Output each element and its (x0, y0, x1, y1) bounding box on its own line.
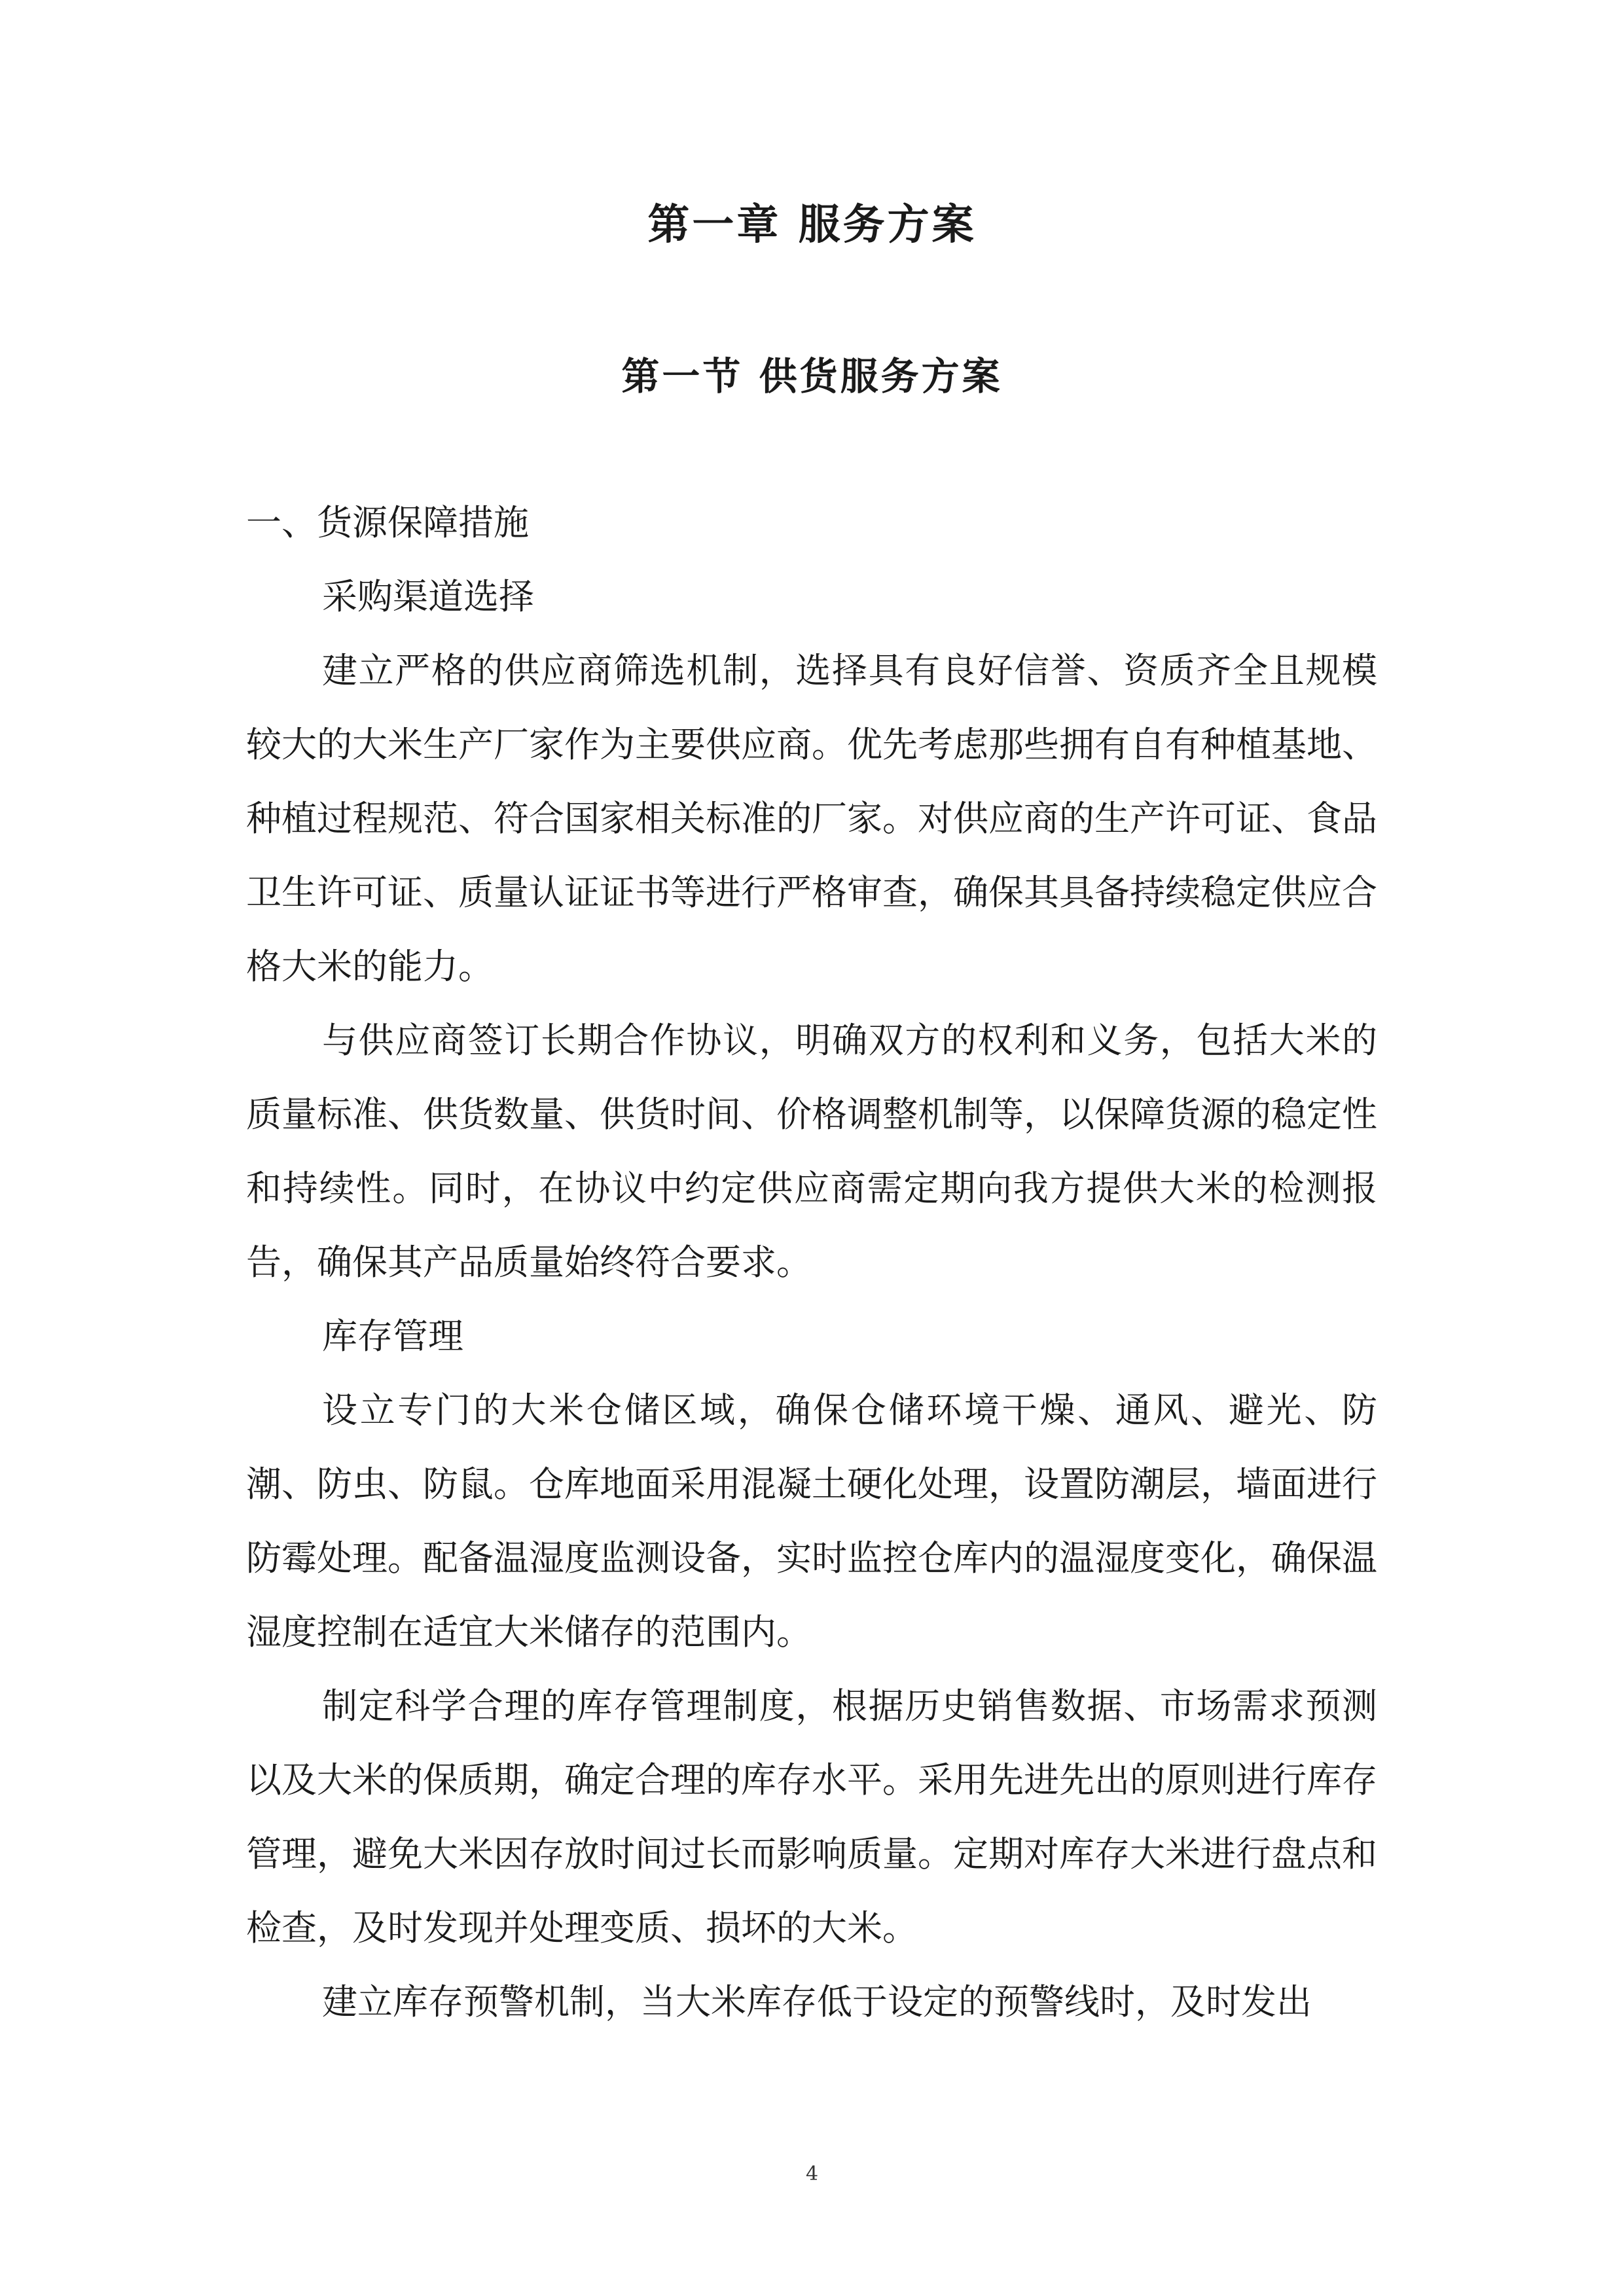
chapter-title: 第一章 服务方案 (647, 201, 977, 249)
paragraph-storage-area: 设立专门的大米仓储区域，确保仓储环境干燥、通风、避光、防潮、防虫、防鼠。仓库地面采用混凝土硬化处理，设置防潮层，墙面进行防霉处理。配备温湿度监测设备，实时监控仓库内的温湿度变化，确保温湿度控制在适宜大米储存的范围内。 (246, 1390, 1377, 1653)
section-heading-sourcing: 一、货源保障措施 (246, 502, 529, 543)
page-number: 4 (805, 2162, 819, 2185)
paragraph-supplier-selection: 建立严格的供应商筛选机制，选择具有良好信誉、资质齐全且规模较大的大米生产厂家作为主要供应商。优先考虑那些拥有自有种植基地、种植过程规范、符合国家相关标准的厂家。对供应商的生产许可证、食品卫生许可证、质量认证证书等进行严格审查，确保其具备持续稳定供应合格大米的能力。 (246, 650, 1377, 987)
subheading-inventory-management: 库存管理 (322, 1316, 463, 1357)
paragraph-inventory-warning: 建立库存预警机制，当大米库存低于设定的预警线时，及时发出 (322, 1981, 1312, 2022)
section-title: 第一节 供货服务方案 (621, 354, 1003, 399)
subheading-procurement-channels: 采购渠道选择 (322, 576, 534, 617)
document-body (246, 486, 1377, 2039)
paragraph-inventory-system: 制定科学合理的库存管理制度，根据历史销售数据、市场需求预测以及大米的保质期，确定合理的库存水平。采用先进先出的原则进行库存管理，避免大米因存放时间过长而影响质量。定期对库存大米进行盘点和检查，及时发现并处理变质、损坏的大米。 (246, 1685, 1377, 1948)
paragraph-long-term-agreement: 与供应商签订长期合作协议，明确双方的权利和义务，包括大米的质量标准、供货数量、供货时间、价格调整机制等，以保障货源的稳定性和持续性。同时，在协议中约定供应商需定期向我方提供大米的检测报告，确保其产品质量始终符合要求。 (246, 1020, 1377, 1283)
